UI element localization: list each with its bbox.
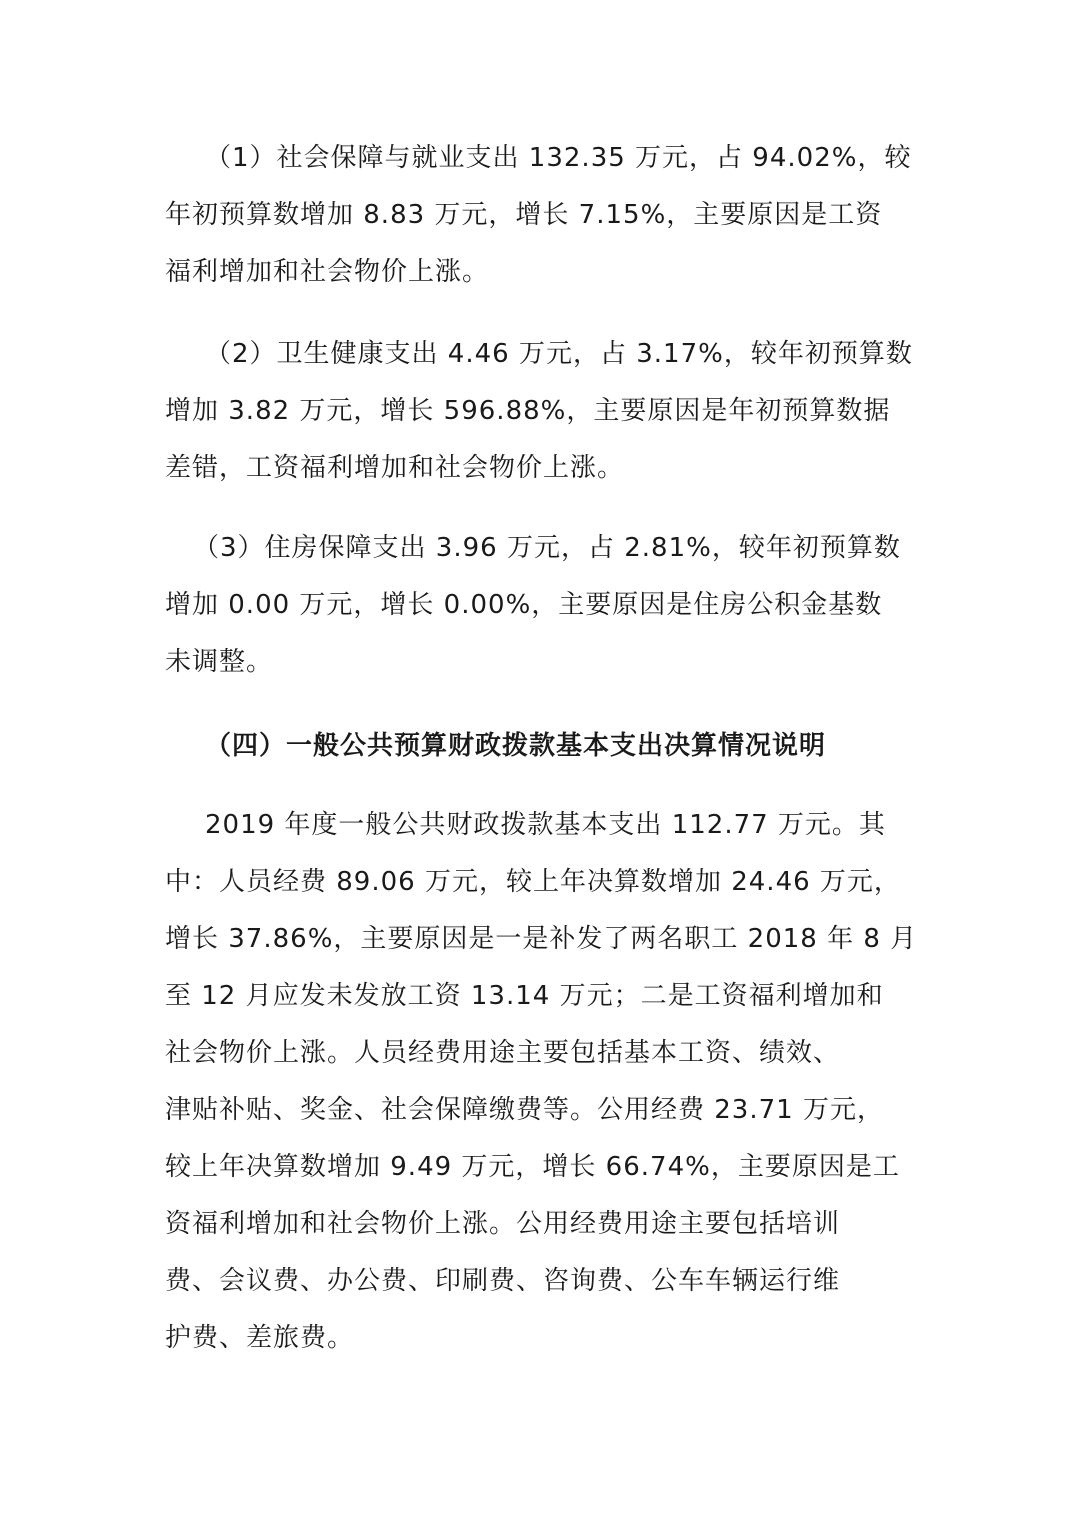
text-line: 社会物价上涨。人员经费用途主要包括基本工资、绩效、 <box>165 1038 841 1068</box>
text-line: 至 12 月应发未发放工资 13.14 万元；二是工资福利增加和 <box>165 981 884 1011</box>
text-line: 中：人员经费 89.06 万元，较上年决算数增加 24.46 万元， <box>165 867 901 897</box>
paragraph-housing <box>165 520 901 691</box>
text-line: 年初预算数增加 8.83 万元，增长 7.15%，主要原因是工资 <box>165 200 883 230</box>
text-line: 未调整。 <box>165 647 274 677</box>
text-line: 增加 3.82 万元，增长 596.88%，主要原因是年初预算数据 <box>165 396 891 426</box>
text-line: 2019 年度一般公共财政拨款基本支出 112.77 万元。其 <box>205 810 886 840</box>
text-line: （3）住房保障支出 3.96 万元，占 2.81%，较年初预算数 <box>193 533 901 563</box>
paragraph-social-security <box>165 130 911 301</box>
text-line: （1）社会保障与就业支出 132.35 万元，占 94.02%，较 <box>205 143 912 173</box>
paragraph-basic-expenditure <box>165 797 917 1367</box>
text-line: 增加 0.00 万元，增长 0.00%，主要原因是住房公积金基数 <box>165 590 883 620</box>
text-line: （2）卫生健康支出 4.46 万元，占 3.17%，较年初预算数 <box>205 339 913 369</box>
paragraph-health <box>165 326 913 497</box>
text-line: 资福利增加和社会物价上涨。公用经费用途主要包括培训 <box>165 1209 841 1239</box>
text-line: 津贴补贴、奖金、社会保障缴费等。公用经费 23.71 万元， <box>165 1095 884 1125</box>
text-line: 费、会议费、办公费、印刷费、咨询费、公车车辆运行维 <box>165 1266 841 1296</box>
section-heading: （四）一般公共预算财政拨款基本支出决算情况说明 <box>205 731 827 761</box>
text-line: 福利增加和社会物价上涨。 <box>165 257 490 287</box>
text-line: 较上年决算数增加 9.49 万元，增长 66.74%，主要原因是工 <box>165 1152 900 1182</box>
text-line: 护费、差旅费。 <box>165 1323 355 1353</box>
text-line: 增长 37.86%，主要原因是一是补发了两名职工 2018 年 8 月 <box>165 924 918 954</box>
text-line: 差错，工资福利增加和社会物价上涨。 <box>165 453 625 483</box>
